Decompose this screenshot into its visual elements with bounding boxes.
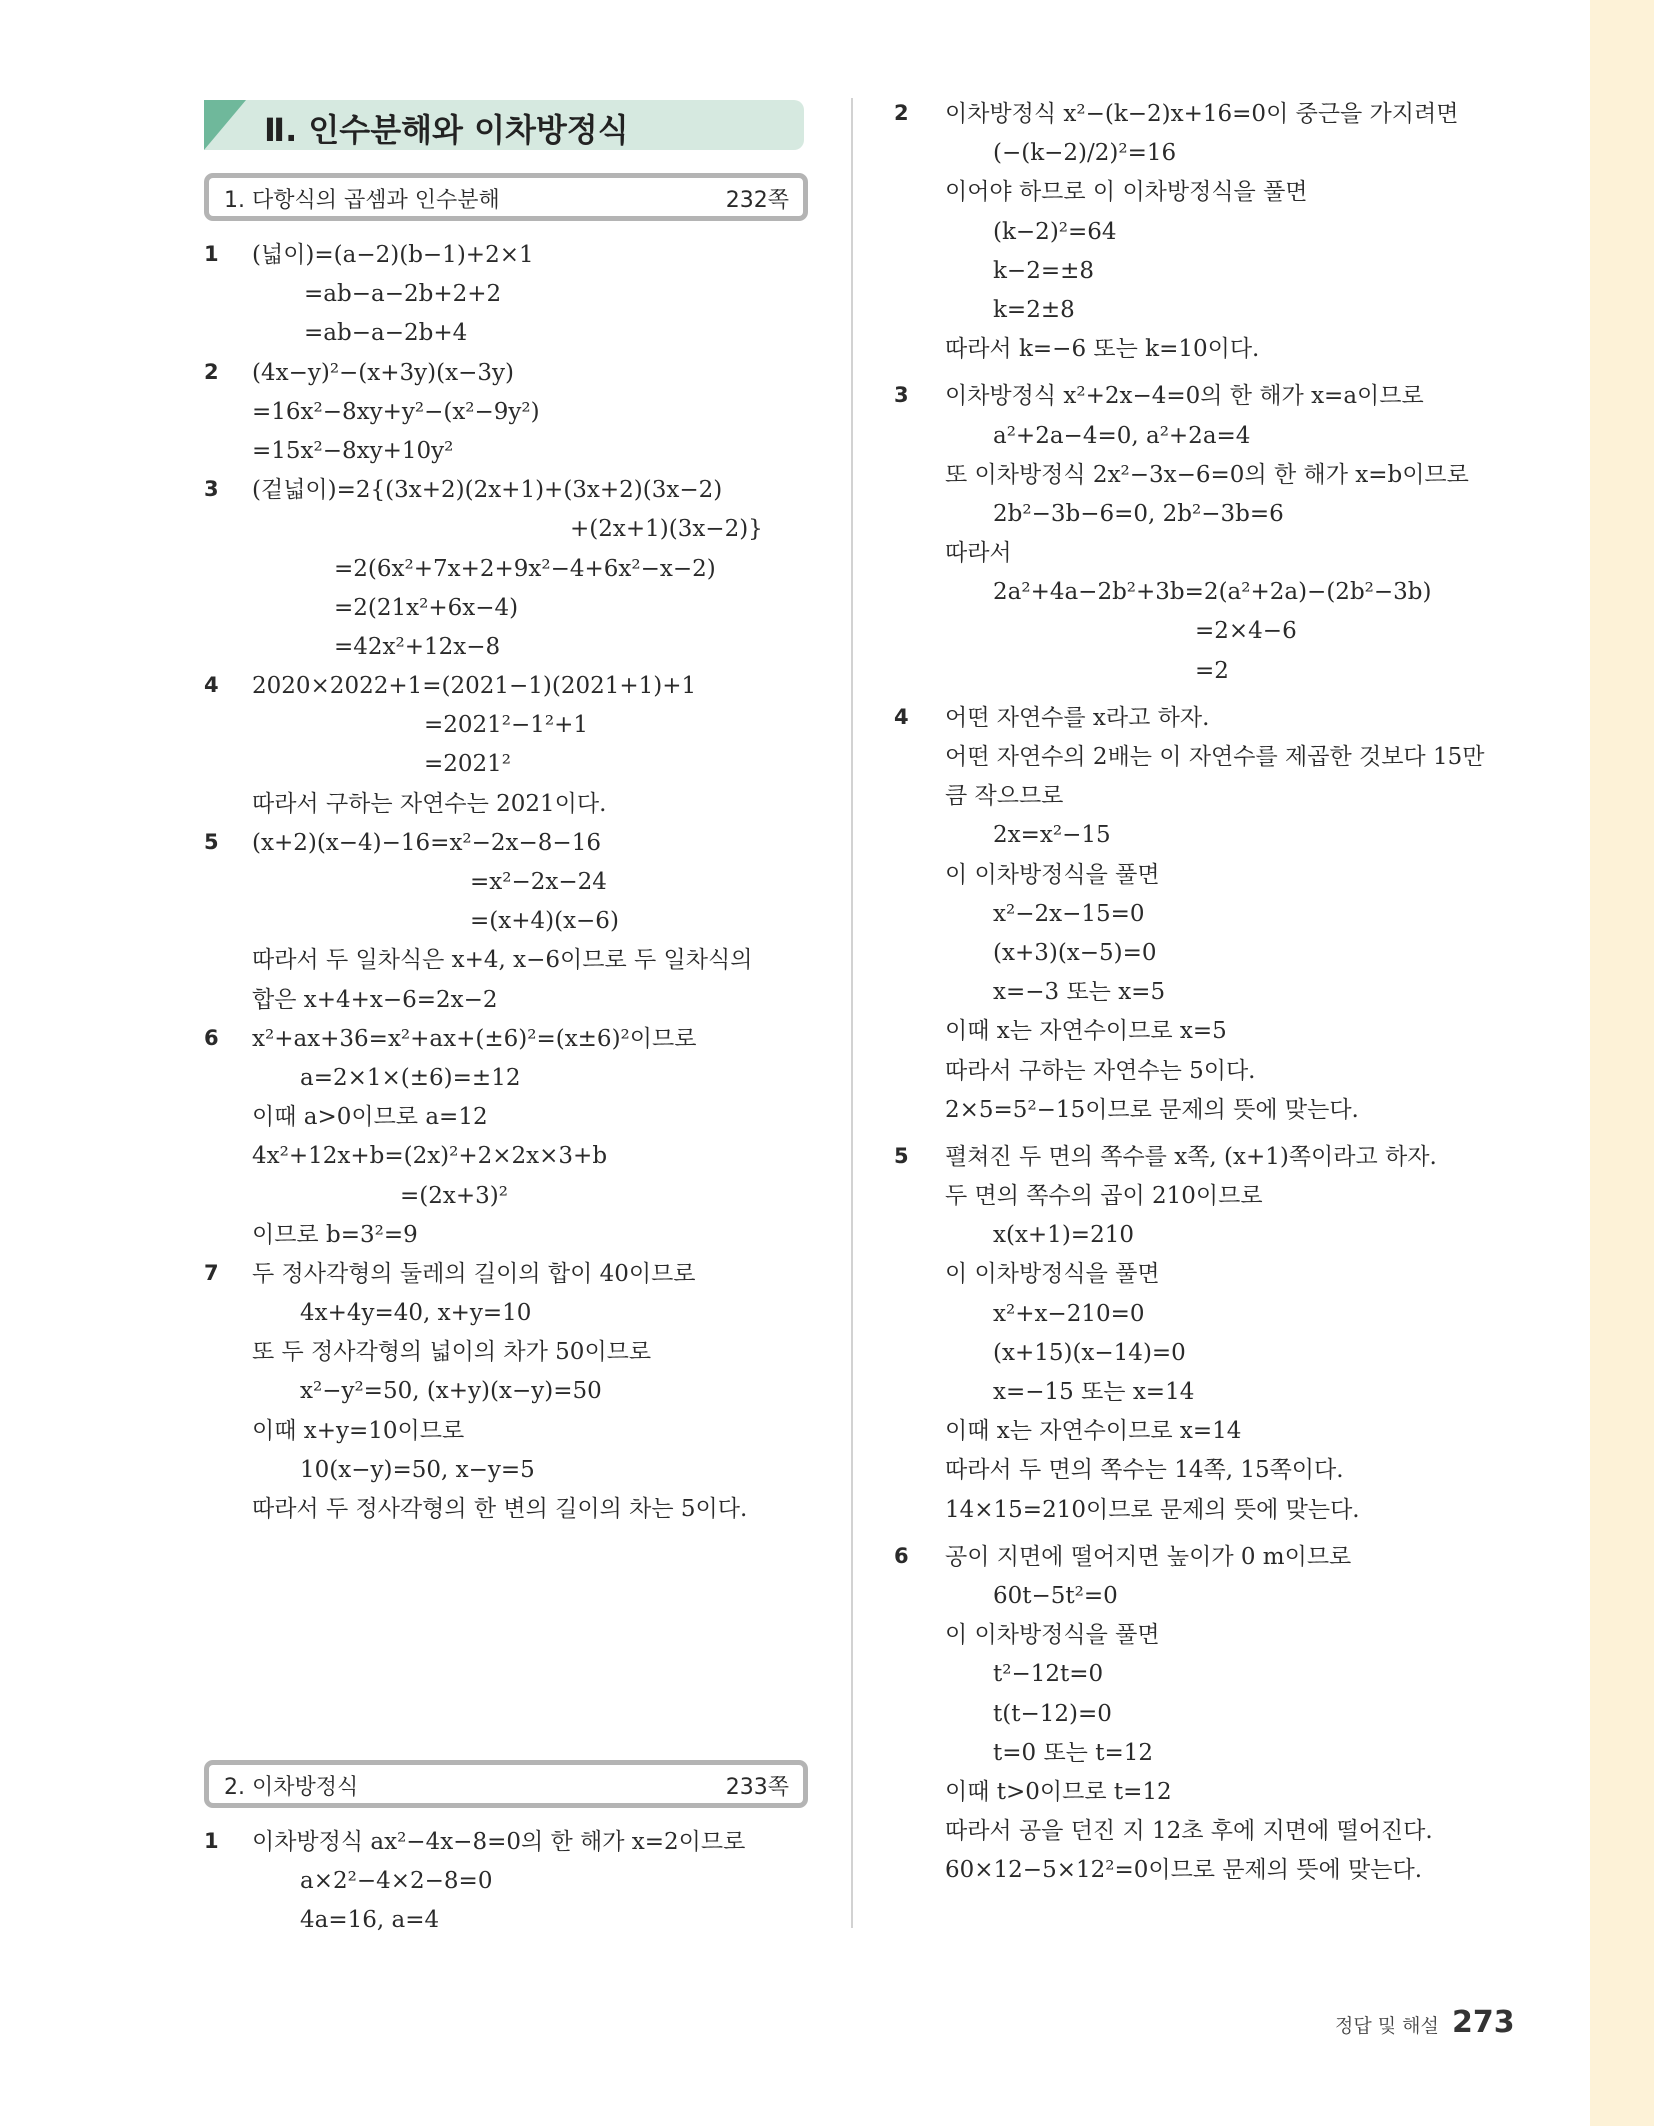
- answer-line: a=2×1×(±6)=±12: [300, 1064, 521, 1091]
- answer-line: x=−15 또는 x=14: [993, 1379, 1195, 1405]
- answer-item: [200, 236, 810, 354]
- answer-line: 2020×2022+1=(2021−1)(2021+1)+1: [252, 673, 697, 700]
- answer-line: 따라서 공을 던진 지 12초 후에 지면에 떨어진다.: [945, 1818, 1433, 1845]
- answer-line: 이 이차방정식을 풀면: [945, 1622, 1160, 1649]
- answer-number: 4: [204, 673, 219, 698]
- answer-line: 2b²−3b−6=0, 2b²−3b=6: [993, 500, 1284, 527]
- answer-line: 따라서 구하는 자연수는 5이다.: [945, 1057, 1256, 1084]
- answer-number: 1: [204, 242, 219, 266]
- section1-answers: [200, 236, 810, 1529]
- answer-line: 어떤 자연수를 x라고 하자.: [945, 704, 1210, 731]
- answer-line: (넓이)=(a−2)(b−1)+2×1: [252, 242, 534, 268]
- answer-line: =ab−a−2b+4: [304, 320, 468, 347]
- answer-item: [890, 699, 1510, 1130]
- section-page: 233쪽: [725, 1775, 789, 1800]
- answer-line: x(x+1)=210: [993, 1222, 1134, 1249]
- answer-line: x²+ax+36=x²+ax+(±6)²=(x±6)²이므로: [252, 1025, 697, 1052]
- column-divider: [851, 98, 853, 1928]
- answer-number: 6: [894, 1543, 909, 1568]
- answer-number: 5: [204, 829, 219, 854]
- answer-line: 따라서 두 면의 쪽수는 14쪽, 15쪽이다.: [945, 1457, 1344, 1484]
- answer-line: (x+3)(x−5)=0: [993, 939, 1157, 966]
- answer-line: 2×5=5²−15이므로 문제의 뜻에 맞는다.: [945, 1096, 1359, 1123]
- section-title: 1. 다항식의 곱셈과 인수분해: [224, 188, 500, 213]
- answer-number: 2: [894, 101, 909, 125]
- answer-line: 60×12−5×12²=0이므로 문제의 뜻에 맞는다.: [945, 1857, 1423, 1884]
- answer-number: 6: [204, 1025, 219, 1050]
- answer-item: [890, 95, 1510, 369]
- answer-line: x²+x−210=0: [993, 1300, 1145, 1327]
- answer-line: 따라서 두 정사각형의 한 변의 길이의 차는 5이다.: [252, 1496, 748, 1522]
- answer-line: a×2²−4×2−8=0: [300, 1868, 493, 1895]
- answer-line: 이차방정식 x²−(k−2)x+16=0이 중근을 가지려면: [945, 101, 1459, 127]
- chapter-banner: [204, 100, 804, 150]
- chapter-title: Ⅱ. 인수분해와 이차방정식: [264, 111, 629, 149]
- answer-line: =2(6x²+7x+2+9x²−4+6x²−x−2): [334, 555, 716, 582]
- answer-item: [200, 824, 810, 1020]
- answer-line: =16x²−8xy+y²−(x²−9y²): [252, 398, 540, 425]
- answer-line: 공이 지면에 떨어지면 높이가 0 m이므로: [945, 1543, 1352, 1570]
- answer-line: 따라서 구하는 자연수는 2021이다.: [252, 790, 607, 817]
- answer-line: 2x=x²−15: [993, 822, 1111, 849]
- section-header-2: [204, 1760, 808, 1808]
- answer-line: =2×4−6: [1195, 618, 1297, 645]
- answer-item: [200, 667, 810, 824]
- answer-item: [890, 1538, 1510, 1891]
- answer-line: k=2±8: [993, 296, 1075, 323]
- answer-line: +(2x+1)(3x−2)}: [570, 516, 763, 543]
- answer-line: 이때 t>0이므로 t=12: [945, 1778, 1172, 1805]
- answer-line: 4x²+12x+b=(2x)²+2×2x×3+b: [252, 1143, 608, 1170]
- answer-line: 이차방정식 ax²−4x−8=0의 한 해가 x=2이므로: [252, 1829, 746, 1855]
- answer-line: =2021²−1²+1: [424, 712, 589, 739]
- answer-line: a²+2a−4=0, a²+2a=4: [993, 422, 1251, 449]
- answer-line: t(t−12)=0: [993, 1700, 1112, 1727]
- section2-answers: [200, 1823, 810, 1941]
- answer-line: (4x−y)²−(x+3y)(x−3y): [252, 359, 514, 386]
- answer-number: 5: [894, 1143, 909, 1168]
- answer-line: 이때 a>0이므로 a=12: [252, 1104, 488, 1131]
- answer-line: 펼쳐진 두 면의 쪽수를 x쪽, (x+1)쪽이라고 하자.: [945, 1143, 1437, 1170]
- section-header-1: [204, 173, 808, 221]
- footer-label: 정답 및 해설: [1335, 2015, 1439, 2037]
- answer-line: 4x+4y=40, x+y=10: [300, 1300, 532, 1327]
- answer-line: 14×15=210이므로 문제의 뜻에 맞는다.: [945, 1496, 1360, 1523]
- page-edge-strip: [1590, 0, 1654, 2126]
- answer-line: (k−2)²=64: [993, 218, 1117, 245]
- answer-line: 또 두 정사각형의 넓이의 차가 50이므로: [252, 1339, 652, 1366]
- answer-line: =42x²+12x−8: [334, 633, 501, 660]
- section-page: 232쪽: [725, 188, 789, 213]
- answer-item: [200, 471, 810, 667]
- answer-line: (겉넓이)=2{(3x+2)(2x+1)+(3x+2)(3x−2): [252, 477, 723, 504]
- answer-line: 이차방정식 x²+2x−4=0의 한 해가 x=a이므로: [945, 383, 1424, 410]
- answer-line: 이 이차방정식을 풀면: [945, 861, 1160, 888]
- answer-line: 어떤 자연수의 2배는 이 자연수를 제곱한 것보다 15만: [945, 744, 1485, 770]
- answer-number: 2: [204, 359, 219, 384]
- answer-line: (−(k−2)/2)²=16: [993, 140, 1177, 167]
- answer-line: =2(21x²+6x−4): [334, 594, 519, 621]
- answer-line: 10(x−y)=50, x−y=5: [300, 1456, 535, 1483]
- answer-line: t²−12t=0: [993, 1661, 1104, 1688]
- section-title: 2. 이차방정식: [224, 1775, 359, 1800]
- answer-line: =2: [1195, 657, 1229, 684]
- answer-line: 따라서: [945, 540, 1012, 567]
- answer-number: 4: [894, 704, 909, 729]
- answer-line: 4a=16, a=4: [300, 1907, 440, 1934]
- answer-item: [200, 354, 810, 472]
- answer-line: x=−3 또는 x=5: [993, 979, 1166, 1006]
- answer-item: [890, 1138, 1510, 1530]
- answer-line: 두 정사각형의 둘레의 길이의 합이 40이므로: [252, 1260, 696, 1287]
- answer-line: 따라서 k=−6 또는 k=10이다.: [945, 336, 1260, 363]
- answer-line: x²−y²=50, (x+y)(x−y)=50: [300, 1378, 602, 1405]
- answer-line: 이어야 하므로 이 이차방정식을 풀면: [945, 179, 1308, 206]
- answer-line: =(x+4)(x−6): [470, 908, 619, 935]
- answer-line: =x²−2x−24: [470, 869, 607, 895]
- answer-line: =2021²: [424, 751, 512, 778]
- answer-line: 이때 x+y=10이므로: [252, 1417, 465, 1444]
- answer-line: k−2=±8: [993, 257, 1095, 284]
- page-footer: [1335, 2005, 1515, 2040]
- answer-line: 2a²+4a−2b²+3b=2(a²+2a)−(2b²−3b): [993, 579, 1432, 606]
- answer-line: 두 면의 쪽수의 곱이 210이므로: [945, 1183, 1263, 1210]
- answer-line: (x+2)(x−4)−16=x²−2x−8−16: [252, 829, 601, 856]
- answer-number: 3: [894, 383, 909, 408]
- answer-line: 합은 x+4+x−6=2x−2: [252, 986, 498, 1013]
- answer-item: [200, 1020, 810, 1255]
- banner-triangle: [204, 100, 246, 150]
- section2-answers-continued: [890, 95, 1510, 1898]
- answer-line: =ab−a−2b+2+2: [304, 281, 502, 308]
- answer-line: t=0 또는 t=12: [993, 1739, 1153, 1766]
- answer-item: [200, 1823, 810, 1941]
- answer-line: 따라서 두 일차식은 x+4, x−6이므로 두 일차식의: [252, 947, 753, 974]
- answer-line: =(2x+3)²: [400, 1182, 508, 1209]
- answer-line: 이 이차방정식을 풀면: [945, 1261, 1160, 1288]
- answer-line: x²−2x−15=0: [993, 900, 1145, 927]
- answer-number: 1: [204, 1829, 219, 1853]
- answer-line: 큼 작으므로: [945, 783, 1064, 810]
- answer-line: =15x²−8xy+10y²: [252, 437, 454, 464]
- page-number: 273: [1451, 2005, 1515, 2040]
- answer-item: [200, 1255, 810, 1529]
- answer-item: [890, 377, 1510, 691]
- answer-line: 이때 x는 자연수이므로 x=5: [945, 1018, 1227, 1045]
- answer-number: 7: [204, 1260, 219, 1285]
- answer-line: 또 이차방정식 2x²−3x−6=0의 한 해가 x=b이므로: [945, 461, 1469, 488]
- answer-number: 3: [204, 477, 219, 502]
- answer-line: (x+15)(x−14)=0: [993, 1339, 1186, 1366]
- answer-line: 60t−5t²=0: [993, 1582, 1118, 1609]
- answer-line: 이때 x는 자연수이므로 x=14: [945, 1418, 1242, 1445]
- answer-line: 이므로 b=3²=9: [252, 1221, 418, 1248]
